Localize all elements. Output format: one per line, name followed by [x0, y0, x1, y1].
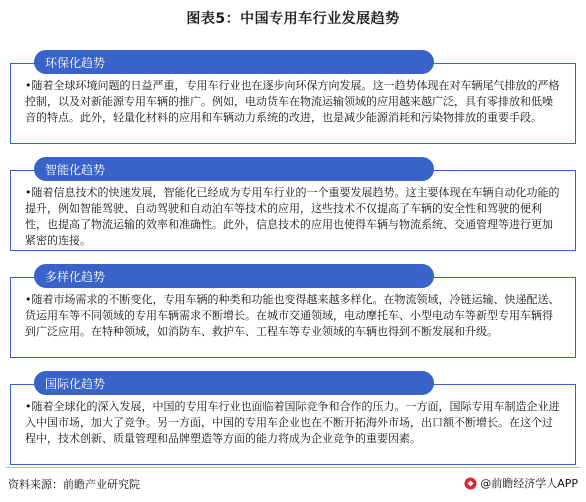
section-international: [10, 371, 576, 465]
footer-divider: [6, 467, 580, 468]
section-box-intelligent: [10, 170, 576, 251]
section-diversified: [10, 264, 576, 358]
section-text: •随着市场需求的不断变化，专用车辆的种类和功能也变得越来越多样化。在物流领域，冷链运输、快递配送、货运用车等不同领域的专用车辆需求不断增长。在城市交通领域，电动摩托车、小型电动车等新型专用车辆得到广泛应用。在特种领域，如消防车、救护车、工程车等专业领域的车辆也得到不断发展和升级。: [25, 293, 560, 338]
figure-title: 图表5：中国专用车行业发展趋势: [186, 11, 400, 27]
section-environmental: [10, 50, 576, 144]
footer: [0, 467, 586, 502]
section-text: •随着信息技术的快速发展，智能化已经成为专用车行业的一个重要发展趋势。这主要体现在车辆自动化功能的提升，例如智能驾驶、自动驾驶和自动泊车等技术的应用，这些技术不仅提高了车辆的安全性和驾驶的便利性，也提高了物流运输的效率和准确性。此外，信息技术的应用也使得车辆与物流系统、交通管理等进行更加紧密的连接。: [25, 186, 560, 247]
section-box-international: [10, 384, 576, 465]
footer-brand-text: @前瞻经济学人APP: [480, 477, 578, 490]
section-label: 国际化趋势: [45, 376, 106, 391]
section-text: •随着全球环境问题的日益严重，专用车行业也在逐步向环保方向发展。这一趋势体现在对车辆尾气排放的严格控制，以及对新能源专用车辆的推广。例如，电动货车在物流运输领域的应用越来越广泛，具有零排放和低噪音的特点。此外，轻量化材料的应用和车辆动力系统的改进，也是减少能源消耗和污染物排放的重要手段。: [25, 79, 560, 124]
section-text: •随着全球化的深入发展，中国的专用车行业也面临着国际竞争和合作的压力。一方面，国际专用车制造企业进入中国市场，加大了竞争。另一方面，中国的专用车企业也在不断开拓海外市场，出口额不断增长。在这个过程中，技术创新、质量管理和品牌塑造等方面的能力将成为企业竞争的重要因素。: [25, 400, 560, 445]
section-header-diversified: [34, 264, 434, 288]
section-label: 多样化趋势: [45, 269, 106, 284]
section-box-environmental: [10, 63, 576, 144]
qianzhan-logo-icon: [464, 477, 477, 490]
section-box-diversified: [10, 277, 576, 358]
section-label: 智能化趋势: [45, 162, 106, 177]
section-label: 环保化趋势: [45, 55, 106, 70]
trend-sections: [10, 50, 576, 478]
section-header-intelligent: [34, 157, 434, 181]
section-header-international: [34, 371, 434, 395]
section-header-environmental: [34, 50, 434, 74]
footer-source: 资料来源：前瞻产业研究院: [8, 478, 140, 491]
footer-brand: [464, 475, 578, 491]
section-intelligent: [10, 157, 576, 251]
